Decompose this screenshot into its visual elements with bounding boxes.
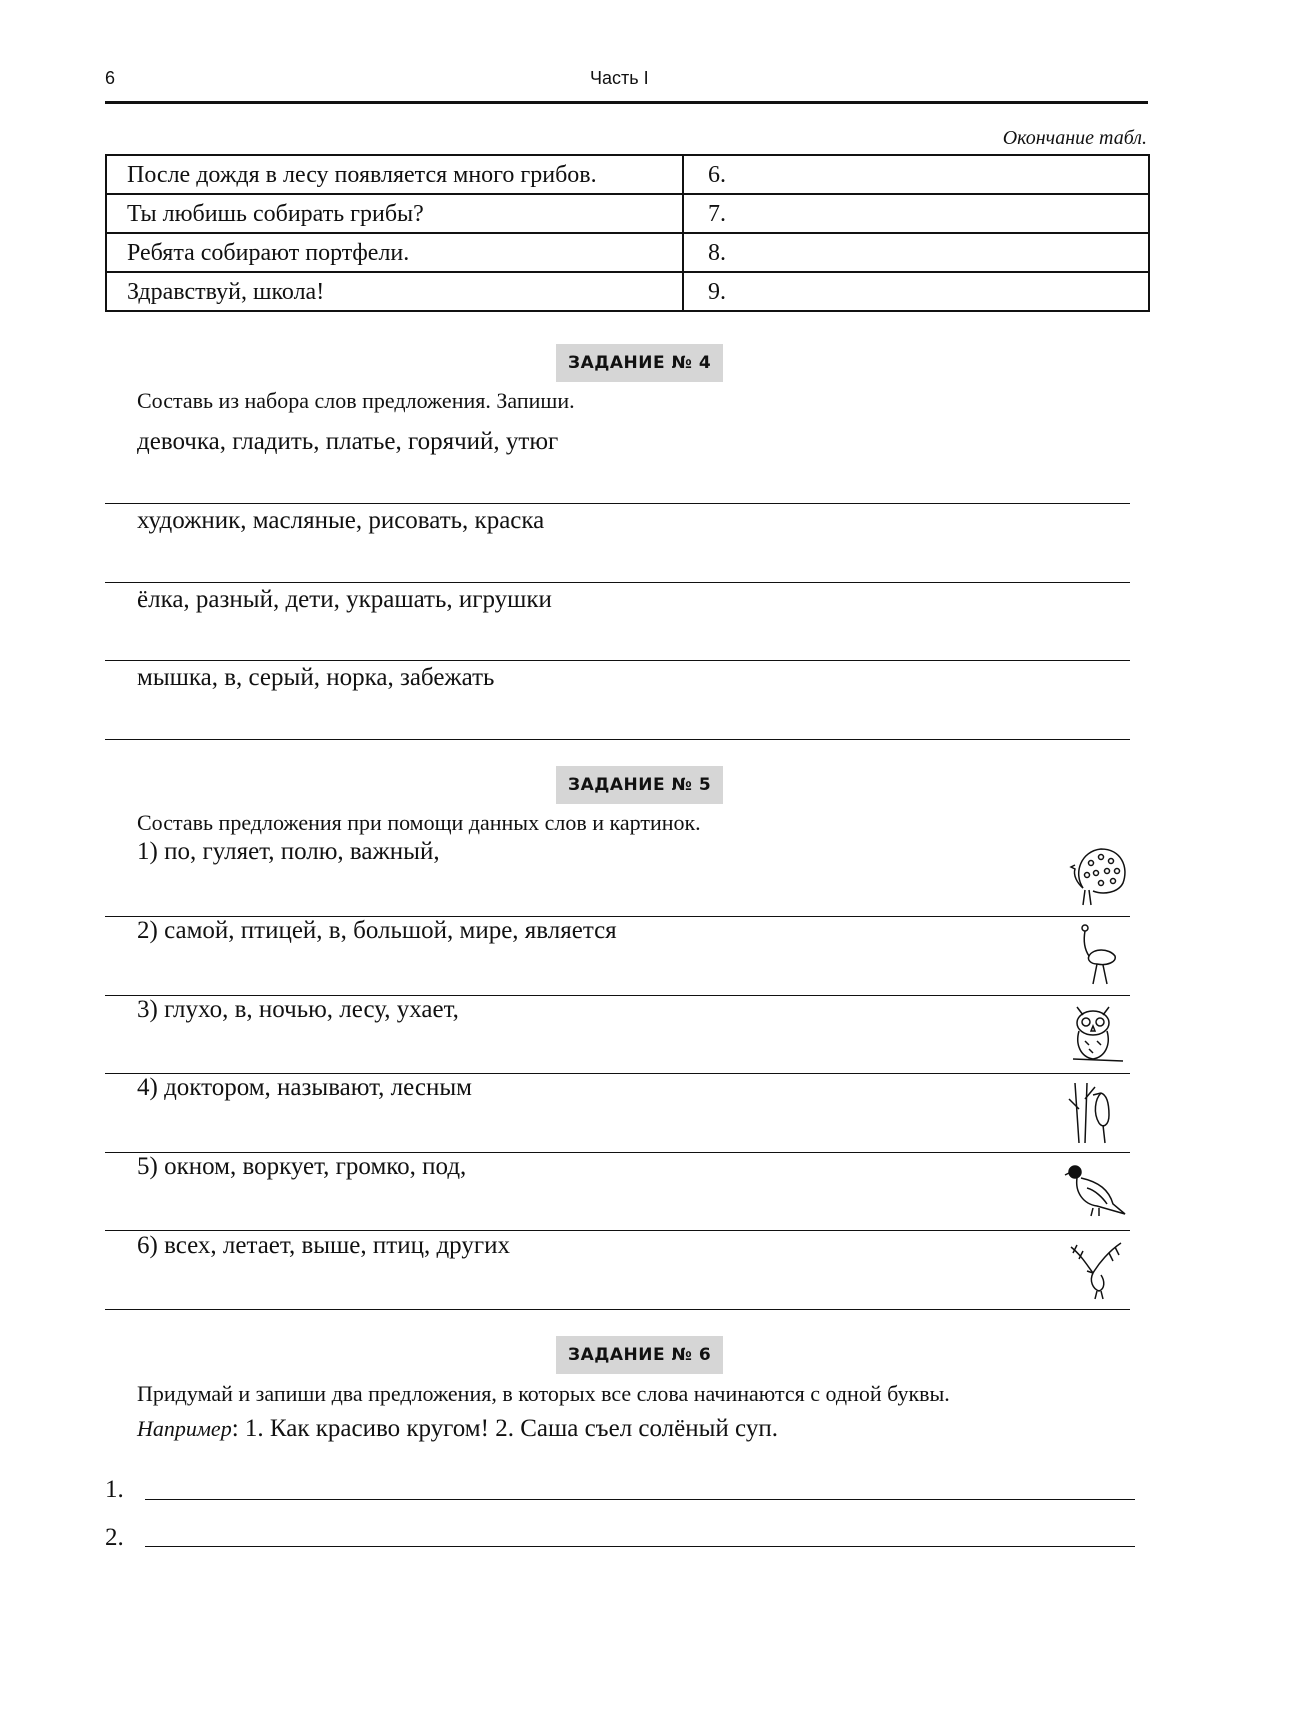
task5-item-2: 2) самой, птицей, в, большой, мире, является — [137, 917, 617, 944]
table-cell-number: 9. — [683, 272, 1149, 311]
task5-item-3: 3) глухо, в, ночью, лесу, ухает, — [137, 996, 459, 1023]
answer-line[interactable] — [105, 503, 1130, 504]
answer-line[interactable] — [105, 1230, 1130, 1231]
table-cell-sentence: После дождя в лесу появляется много грибов. — [106, 155, 683, 194]
page-number: 6 — [105, 68, 116, 88]
answer-label-1: 1. — [105, 1476, 124, 1503]
woodpecker-icon — [1063, 1079, 1129, 1145]
example-text: : 1. Как красиво кругом! 2. Саша съел солёный суп. — [231, 1415, 778, 1442]
task5-item-6: 6) всех, летает, выше, птиц, других — [137, 1232, 510, 1259]
task4-title: ЗАДАНИЕ № 4 — [556, 344, 723, 382]
task5-item-4: 4) доктором, называют, лесным — [137, 1074, 472, 1101]
table-row — [106, 155, 1149, 194]
answer-line[interactable] — [105, 582, 1130, 583]
task4-item-2: художник, масляные, рисовать, краска — [137, 507, 545, 534]
table-row — [106, 194, 1149, 233]
table-caption: Окончание табл. — [1002, 127, 1147, 149]
sentence-table — [105, 154, 1150, 312]
task5-title: ЗАДАНИЕ № 5 — [556, 766, 723, 804]
table-cell-sentence: Ребята собирают портфели. — [106, 233, 683, 272]
answer-line[interactable] — [145, 1546, 1135, 1547]
answer-line[interactable] — [105, 660, 1130, 661]
answer-line[interactable] — [145, 1499, 1135, 1500]
table-cell-number: 7. — [683, 194, 1149, 233]
answer-label-2: 2. — [105, 1524, 124, 1551]
task6-title: ЗАДАНИЕ № 6 — [556, 1336, 723, 1374]
table-cell-sentence: Ты любишь собирать грибы? — [106, 194, 683, 233]
eagle-icon — [1063, 1237, 1129, 1303]
table-row — [106, 272, 1149, 311]
task4-item-1: девочка, гладить, платье, горячий, утюг — [137, 428, 559, 455]
peacock-icon — [1063, 843, 1129, 909]
task6-instruction: Придумай и запиши два предложения, в которых все слова начинаются с одной буквы. — [137, 1381, 950, 1406]
table-row — [106, 233, 1149, 272]
ostrich-icon — [1063, 922, 1129, 988]
task4-instruction: Составь из набора слов предложения. Запиши. — [137, 388, 575, 413]
task5-item-5: 5) окном, воркует, громко, под, — [137, 1153, 467, 1180]
pigeon-icon — [1063, 1158, 1129, 1224]
task4-item-4: мышка, в, серый, норка, забежать — [137, 664, 495, 691]
table-cell-number: 8. — [683, 233, 1149, 272]
answer-line[interactable] — [105, 739, 1130, 740]
task5-instruction: Составь предложения при помощи данных слов и картинок. — [137, 810, 701, 835]
owl-icon — [1063, 1001, 1129, 1067]
header-rule — [105, 101, 1148, 104]
example-label: Например — [137, 1416, 232, 1441]
table-cell-number: 6. — [683, 155, 1149, 194]
task4-item-3: ёлка, разный, дети, украшать, игрушки — [137, 586, 552, 613]
task6-example — [137, 1415, 778, 1443]
table-cell-sentence: Здравствуй, школа! — [106, 272, 683, 311]
part-title: Часть I — [590, 68, 649, 88]
task5-item-1: 1) по, гуляет, полю, важный, — [137, 838, 440, 865]
answer-line[interactable] — [105, 1309, 1130, 1310]
